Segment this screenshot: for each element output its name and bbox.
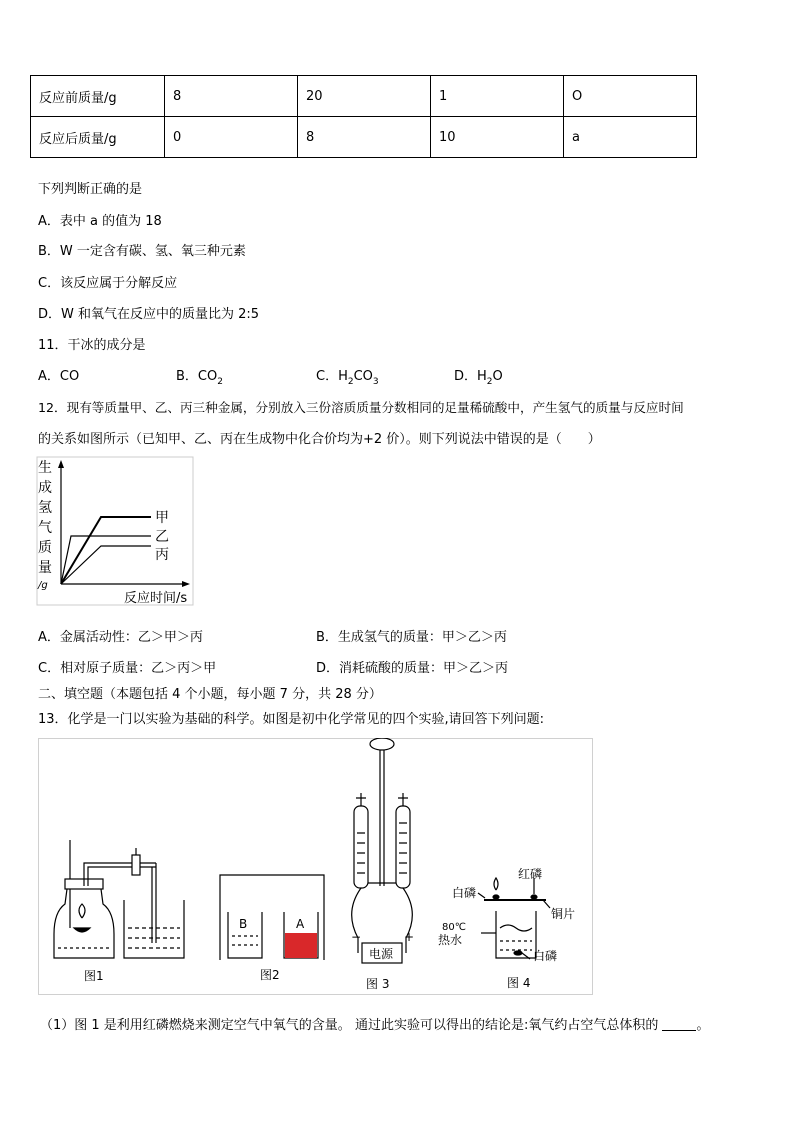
white-phosphorus-bottom-label: 白磷	[533, 949, 558, 963]
y-label-char: 质	[38, 540, 52, 556]
minus-sign: −	[351, 930, 362, 944]
x-axis-arrow	[182, 581, 190, 587]
clamp-icon	[132, 855, 140, 875]
table-cell: a	[564, 117, 697, 158]
mass-table	[30, 75, 697, 158]
right-tube-water	[399, 823, 407, 873]
table-cell: 10	[431, 117, 564, 158]
question-stem-line2: 的关系如图所示（已知甲、乙、丙在生成物中化合价均为+2 价）。则下列说法中错误的是（ ）	[38, 432, 601, 447]
y-label-char: 气	[38, 520, 52, 536]
sub-question-text: （1）图 1 是利用红磷燃烧来测定空气中氧气的含量。 通过此实验可以得出的结论是:氧气约占空气总体积的	[40, 1018, 659, 1033]
beaker-a-red-liquid	[285, 933, 317, 958]
beaker-a-label: A	[296, 917, 305, 931]
option-text: A．CO	[38, 369, 80, 384]
y-label-char: 量	[38, 560, 52, 576]
water-wave	[500, 925, 532, 931]
red-phosphorus-label: 红磷	[518, 867, 543, 881]
copper-label: 铜片	[551, 907, 576, 921]
table-cell: 0	[165, 117, 298, 158]
figure-caption: 图 4	[507, 976, 531, 990]
question-stem: 11．干冰的成分是	[38, 338, 146, 353]
right-tube	[396, 806, 410, 888]
option-d: D．W 和氧气在反应中的质量比为 2:5	[38, 307, 260, 322]
option-b	[176, 365, 223, 387]
section-heading: 二、填空题（本题包括 4 个小题，每小题 7 分，共 28 分）	[38, 687, 382, 702]
option-a: A．表中 a 的值为 18	[38, 214, 162, 229]
white-phosphorus-pointer	[478, 893, 485, 898]
series-label: 甲	[155, 510, 169, 526]
subscript: 2	[486, 377, 493, 387]
table-cell: O	[564, 76, 697, 117]
option-a: A．金属活动性：乙＞甲＞丙	[38, 630, 203, 645]
option-text: O	[492, 369, 503, 384]
option-text: CO	[353, 369, 373, 384]
question-stem: 13．化学是一门以实验为基础的科学。如图是初中化学常见的四个实验,请回答下列问题:	[38, 712, 545, 727]
spoon-cup	[74, 928, 90, 932]
sub-question-1	[40, 1014, 709, 1033]
table-cell: 8	[298, 117, 431, 158]
subscript: 3	[372, 377, 379, 387]
option-text: D．H	[454, 369, 487, 384]
series-line-jia	[61, 517, 151, 584]
figure-caption: 图1	[84, 969, 104, 983]
white-phosphorus-top-label: 白磷	[452, 886, 477, 900]
option-text: C．H	[316, 369, 348, 384]
y-label-char: 成	[38, 480, 52, 496]
table-cell: 1	[431, 76, 564, 117]
answer-blank[interactable]	[662, 1018, 696, 1031]
option-b: B．生成氢气的质量：甲＞乙＞丙	[316, 630, 507, 645]
fig1-apparatus	[54, 840, 184, 958]
hot-water-label: 热水	[438, 933, 463, 947]
option-c: C．该反应属于分解反应	[38, 276, 178, 291]
table-cell: 8	[165, 76, 298, 117]
y-unit: /g	[38, 580, 48, 591]
table-cell: 20	[298, 76, 431, 117]
fig4-apparatus	[478, 878, 550, 959]
subscript: 2	[347, 377, 354, 387]
figure-caption: 图2	[260, 968, 280, 982]
beaker-b-label: B	[239, 917, 248, 931]
white-phosphorus-on-copper	[493, 895, 499, 899]
beaker-b-liquid	[232, 936, 258, 945]
row-label: 反应后质量/g	[31, 117, 165, 158]
hot-water-lines	[500, 941, 532, 950]
option-c: C．相对原子质量：乙＞丙＞甲	[38, 661, 217, 676]
sub-question-end: 。	[696, 1018, 710, 1033]
row-label: 反应前质量/g	[31, 76, 165, 117]
hydrogen-time-graph	[36, 456, 196, 608]
fig2-apparatus	[220, 875, 324, 960]
series-label: 丙	[155, 547, 169, 563]
red-phosphorus	[531, 895, 537, 899]
option-c	[316, 365, 379, 387]
x-label: 反应时间/s	[124, 591, 188, 606]
option-d: D．消耗硫酸的质量：甲＞乙＞丙	[316, 661, 509, 676]
center-tube	[380, 750, 384, 886]
option-b: B．W 一定含有碳、氢、氧三种元素	[38, 244, 246, 259]
table-row	[31, 117, 697, 158]
experiment-figure	[38, 738, 594, 996]
table-row	[31, 76, 697, 117]
plus-sign: +	[404, 930, 415, 944]
option-a	[38, 365, 79, 384]
subscript: 2	[217, 377, 223, 387]
y-axis-arrow	[58, 460, 64, 468]
power-label: 电源	[369, 947, 394, 961]
series-label: 乙	[155, 529, 169, 545]
beaker-water	[128, 928, 180, 948]
beaker-fig1	[124, 900, 184, 958]
white-phosphorus-underwater	[514, 951, 522, 955]
y-label-char: 氢	[38, 500, 52, 516]
flame-icon	[494, 878, 498, 890]
option-d	[454, 365, 503, 387]
funnel-bulb	[370, 738, 394, 750]
option-text: B．CO	[176, 369, 218, 384]
figure-caption: 图 3	[366, 977, 390, 991]
left-tube	[354, 806, 368, 888]
y-label-char: 生	[38, 460, 52, 476]
temperature-label: 80℃	[442, 922, 466, 933]
question-stem: 下列判断正确的是	[38, 182, 143, 197]
flame-icon	[79, 904, 85, 918]
question-stem-line1: 12．现有等质量甲、乙、丙三种金属，分别放入三份溶质质量分数相同的足量稀硫酸中，产生氢气的质量与反应时间	[38, 400, 684, 415]
delivery-tube	[152, 863, 156, 943]
series-line-bing	[61, 546, 151, 584]
left-tube-water	[357, 833, 365, 873]
copper-pointer	[543, 900, 550, 908]
